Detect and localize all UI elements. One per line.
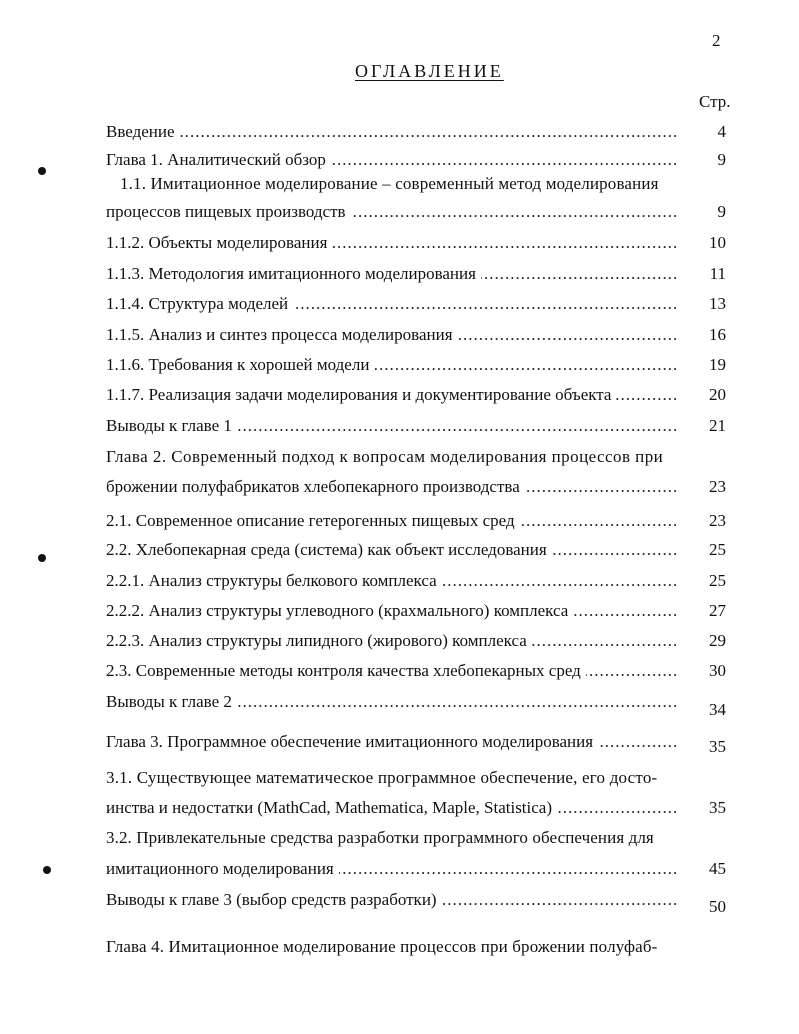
toc-entry-page: 25 bbox=[709, 540, 726, 559]
toc-entry-label: 2.1. Современное описание гетерогенных пищевых сред bbox=[106, 511, 520, 530]
toc-entry bbox=[106, 731, 732, 756]
toc-entry-label: 2.3. Современные методы контроля качества хлебопекарных сред bbox=[106, 661, 586, 680]
toc-entry-page: 4 bbox=[717, 122, 726, 141]
toc-entry bbox=[106, 324, 732, 346]
toc-entry-page: 23 bbox=[709, 511, 726, 530]
toc-entry-label: 3.1. Существующее математическое программное обеспечение, его досто- bbox=[106, 768, 658, 787]
toc-entry-page: 20 bbox=[709, 385, 726, 404]
page-column-header: Стр. bbox=[699, 92, 731, 111]
toc-entry-page: 29 bbox=[709, 631, 726, 650]
toc-entry-page: 9 bbox=[717, 202, 726, 221]
toc-entry bbox=[106, 858, 732, 880]
toc-entry-label: 1.1.7. Реализация задачи моделирования и документирование объекта bbox=[106, 385, 616, 404]
toc-entry-label: процессов пищевых производств bbox=[106, 202, 351, 221]
toc-entry-label: Глава 1. Аналитический обзор bbox=[106, 150, 331, 169]
toc-entry-page: 50 bbox=[709, 897, 726, 916]
toc-entry-label: брожении полуфабрикатов хлебопекарного производства bbox=[106, 477, 525, 496]
toc-entry-page: 21 bbox=[709, 416, 726, 435]
toc-entry-label: имитационного моделирования bbox=[106, 859, 339, 878]
toc-entry bbox=[106, 539, 732, 561]
toc-entry-page: 27 bbox=[709, 601, 726, 620]
punch-hole-mark bbox=[38, 554, 46, 562]
toc-entry bbox=[106, 630, 732, 652]
toc-entry bbox=[106, 201, 732, 223]
toc-entry-label: 1.1.5. Анализ и синтез процесса моделирования bbox=[106, 325, 458, 344]
toc-entry-page: 16 bbox=[709, 325, 726, 344]
toc-entry-label: Выводы к главе 2 bbox=[106, 692, 237, 711]
toc-entry bbox=[106, 415, 732, 437]
toc-entry-label: 1.1.4. Структура моделей bbox=[106, 294, 293, 313]
toc-entry bbox=[106, 889, 732, 916]
toc-entry-label: 3.2. Привлекательные средства разработки программного обеспечения для bbox=[106, 828, 654, 847]
toc-entry-page: 10 bbox=[709, 233, 726, 252]
page-title: ОГЛАВЛЕНИЕ bbox=[355, 61, 504, 81]
toc-entry bbox=[106, 476, 732, 498]
toc-entry-page: 25 bbox=[709, 571, 726, 590]
toc-entry-label: Глава 2. Современный подход к вопросам моделирования процессов при bbox=[106, 447, 664, 466]
toc-entry bbox=[106, 510, 732, 532]
toc-entry-label: 2.2.1. Анализ структуры белкового комплекса bbox=[106, 571, 442, 590]
toc-entry bbox=[106, 660, 732, 682]
toc-entry-label: Выводы к главе 3 (выбор средств разработки) bbox=[106, 890, 442, 909]
toc-entry-label: Выводы к главе 1 bbox=[106, 416, 237, 435]
toc-entry-page: 30 bbox=[709, 661, 726, 680]
toc-entry-page: 35 bbox=[709, 798, 726, 817]
toc-entry-page: 11 bbox=[709, 264, 726, 283]
toc-entry bbox=[106, 232, 732, 254]
toc-entry-label: 2.2.3. Анализ структуры липидного (жирового) комплекса bbox=[106, 631, 532, 650]
toc-entry-label: Глава 3. Программное обеспечение имитационного моделирования bbox=[106, 732, 598, 751]
toc-entry bbox=[106, 691, 732, 719]
toc-entry-page: 19 bbox=[709, 355, 726, 374]
toc-entry bbox=[106, 354, 732, 376]
toc-entry-page: 34 bbox=[709, 700, 726, 719]
toc-entry-page: 23 bbox=[709, 477, 726, 496]
toc-entry-page: 45 bbox=[709, 859, 726, 878]
toc-entry-label: 1.1.6. Требования к хорошей модели bbox=[106, 355, 374, 374]
toc-entry bbox=[106, 600, 732, 622]
toc-entry-label: 1.1.2. Объекты моделирования bbox=[106, 233, 332, 252]
toc-entry bbox=[106, 384, 732, 406]
punch-hole-mark bbox=[43, 866, 51, 874]
toc-entry-label: 1.1.3. Методология имитационного моделирования bbox=[106, 264, 481, 283]
toc-entry-page: 35 bbox=[709, 737, 726, 756]
toc-entry-label: 2.2.2. Анализ структуры углеводного (крахмального) комплекса bbox=[106, 601, 573, 620]
toc-entry bbox=[106, 293, 732, 315]
toc-entry bbox=[106, 570, 732, 592]
toc-entry-label: Введение bbox=[106, 122, 180, 141]
toc-entry bbox=[106, 797, 732, 819]
toc-entry-label: инства и недостатки (MathCad, Mathematica, Maple, Statistica) bbox=[106, 798, 557, 817]
toc-entry bbox=[106, 149, 732, 171]
toc-entry bbox=[106, 263, 732, 285]
toc-entry-label: Глава 4. Имитационное моделирование процессов при брожении полуфаб- bbox=[106, 937, 658, 956]
punch-hole-mark bbox=[38, 167, 46, 175]
toc-entry bbox=[106, 121, 732, 143]
toc-entry-label: 2.2. Хлебопекарная среда (система) как объект исследования bbox=[106, 540, 552, 559]
toc-entry-label: 1.1. Имитационное моделирование – современный метод моделирования bbox=[120, 174, 659, 193]
toc-entry-page: 9 bbox=[717, 150, 726, 169]
toc-entry-page: 13 bbox=[709, 294, 726, 313]
page-number: 2 bbox=[712, 31, 721, 50]
